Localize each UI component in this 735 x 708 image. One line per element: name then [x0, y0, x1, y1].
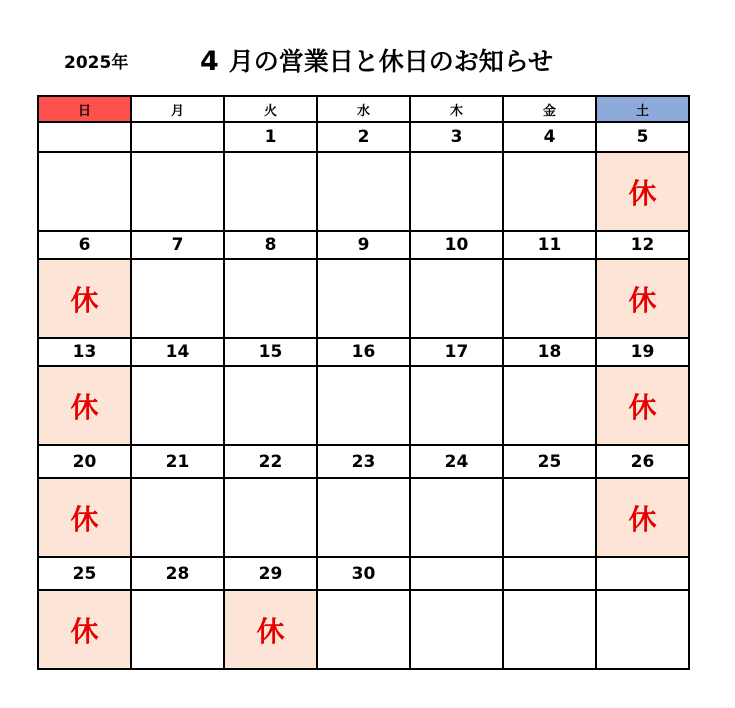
day-cell — [410, 366, 503, 445]
date-number-cell: 6 — [38, 231, 131, 259]
day-cell — [503, 590, 596, 669]
holiday-mark: 休 — [628, 283, 657, 317]
date-number-cell: 5 — [596, 122, 689, 152]
date-number-cell: 9 — [317, 231, 410, 259]
calendar-table — [37, 95, 690, 670]
date-number-cell: 28 — [131, 557, 224, 590]
day-cell — [503, 259, 596, 338]
year-label: 2025年 — [64, 53, 129, 73]
weekday-header-saturday: 土 — [596, 96, 689, 122]
weekday-header-row — [38, 96, 689, 122]
day-cell — [131, 590, 224, 669]
day-cell — [131, 259, 224, 338]
page-title — [200, 42, 553, 78]
day-cell — [410, 259, 503, 338]
weekday-header-sunday: 日 — [38, 96, 131, 122]
date-number-cell: 20 — [38, 445, 131, 478]
date-number-cell: 1 — [224, 122, 317, 152]
holiday-mark: 休 — [70, 502, 99, 536]
day-cell — [131, 366, 224, 445]
date-number-cell — [503, 557, 596, 590]
weekday-header-friday: 金 — [503, 96, 596, 122]
day-cell — [317, 478, 410, 557]
date-number-cell: 10 — [410, 231, 503, 259]
day-cell — [410, 478, 503, 557]
week-date-row — [38, 445, 689, 478]
date-number-cell: 16 — [317, 338, 410, 366]
day-cell — [131, 478, 224, 557]
day-cell — [224, 152, 317, 231]
week-date-row — [38, 557, 689, 590]
holiday-mark: 休 — [628, 390, 657, 424]
holiday-cell — [38, 590, 131, 669]
date-number-cell — [596, 557, 689, 590]
date-number-cell: 24 — [410, 445, 503, 478]
holiday-cell — [38, 259, 131, 338]
holiday-cell — [38, 478, 131, 557]
day-cell — [410, 590, 503, 669]
holiday-cell — [38, 366, 131, 445]
day-cell — [317, 259, 410, 338]
holiday-cell — [224, 590, 317, 669]
holiday-mark: 休 — [70, 390, 99, 424]
date-number-cell: 17 — [410, 338, 503, 366]
holiday-cell — [596, 259, 689, 338]
date-number-cell: 3 — [410, 122, 503, 152]
holiday-cell — [596, 478, 689, 557]
date-number-cell: 19 — [596, 338, 689, 366]
date-number-cell: 26 — [596, 445, 689, 478]
week-body-row — [38, 590, 689, 669]
calendar-body — [38, 122, 689, 669]
holiday-cell — [596, 366, 689, 445]
weekday-header-monday: 月 — [131, 96, 224, 122]
week-body-row — [38, 366, 689, 445]
day-cell — [596, 590, 689, 669]
day-cell — [503, 366, 596, 445]
week-date-row — [38, 338, 689, 366]
weekday-header-thursday: 木 — [410, 96, 503, 122]
day-cell — [503, 478, 596, 557]
holiday-mark: 休 — [256, 614, 285, 648]
date-number-cell: 15 — [224, 338, 317, 366]
date-number-cell: 14 — [131, 338, 224, 366]
day-cell — [503, 152, 596, 231]
date-number-cell: 23 — [317, 445, 410, 478]
date-number-cell: 12 — [596, 231, 689, 259]
holiday-mark: 休 — [628, 502, 657, 536]
day-cell — [317, 152, 410, 231]
day-cell — [131, 152, 224, 231]
date-number-cell: 25 — [503, 445, 596, 478]
holiday-cell — [596, 152, 689, 231]
holiday-mark: 休 — [70, 283, 99, 317]
date-number-cell — [410, 557, 503, 590]
date-number-cell: 30 — [317, 557, 410, 590]
date-number-cell: 29 — [224, 557, 317, 590]
day-cell — [224, 478, 317, 557]
date-number-cell: 25 — [38, 557, 131, 590]
date-number-cell: 7 — [131, 231, 224, 259]
day-cell — [410, 152, 503, 231]
weekday-header-wednesday: 水 — [317, 96, 410, 122]
date-number-cell — [38, 122, 131, 152]
weekday-header-tuesday: 火 — [224, 96, 317, 122]
date-number-cell — [131, 122, 224, 152]
date-number-cell: 21 — [131, 445, 224, 478]
title-text: 月の営業日と休日のお知らせ — [228, 47, 554, 76]
date-number-cell: 2 — [317, 122, 410, 152]
date-number-cell: 4 — [503, 122, 596, 152]
date-number-cell: 8 — [224, 231, 317, 259]
week-body-row — [38, 478, 689, 557]
day-cell — [317, 366, 410, 445]
week-body-row — [38, 152, 689, 231]
week-date-row — [38, 231, 689, 259]
date-number-cell: 13 — [38, 338, 131, 366]
date-number-cell: 11 — [503, 231, 596, 259]
date-number-cell: 22 — [224, 445, 317, 478]
day-cell — [224, 259, 317, 338]
date-number-cell: 18 — [503, 338, 596, 366]
week-body-row — [38, 259, 689, 338]
holiday-mark: 休 — [70, 614, 99, 648]
day-cell — [224, 366, 317, 445]
day-cell — [317, 590, 410, 669]
holiday-mark: 休 — [628, 176, 657, 210]
week-date-row — [38, 122, 689, 152]
day-cell — [38, 152, 131, 231]
title-month-number: 4 — [200, 46, 219, 77]
